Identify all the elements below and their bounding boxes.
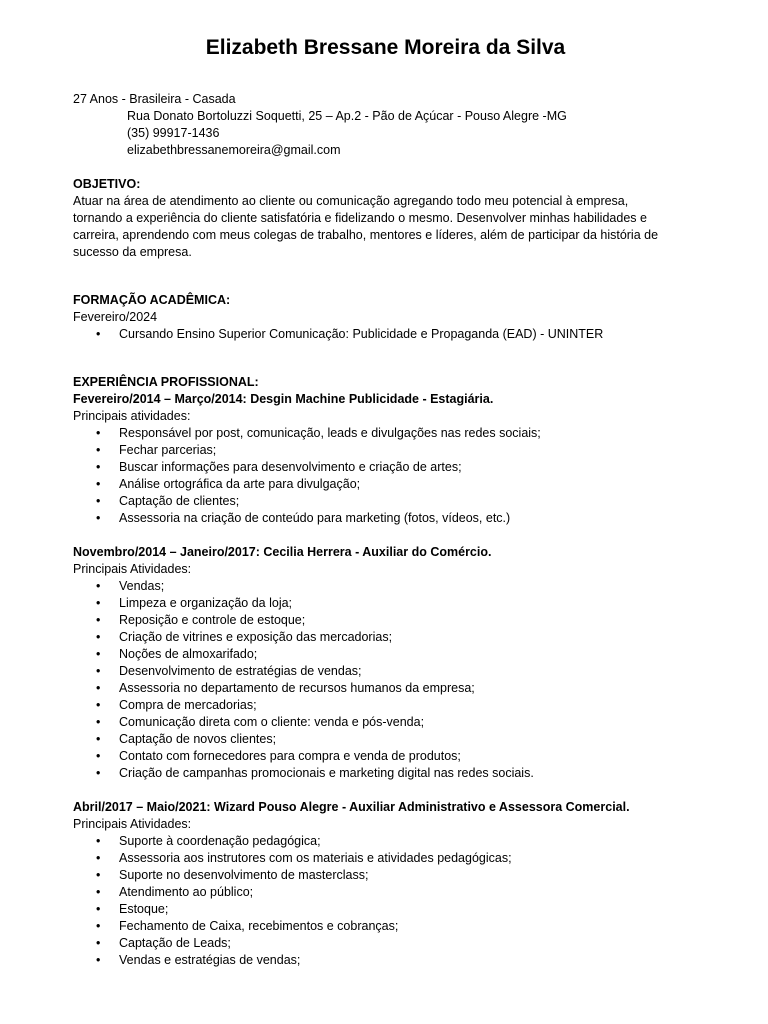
personal-info-line: 27 Anos - Brasileira - Casada [73, 92, 236, 106]
job-title: Abril/2017 – Maio/2021: Wizard Pouso Alegre - Auxiliar Administrativo e Assessora Comercial. [73, 800, 630, 814]
activities-list [73, 578, 698, 782]
bullet-icon: • [96, 732, 101, 746]
bullet-icon: • [96, 868, 101, 882]
bullet-icon: • [96, 715, 101, 729]
objective-section [73, 176, 698, 261]
bullet-icon: • [96, 494, 101, 508]
list-item: • Limpeza e organização da loja; [96, 596, 293, 610]
objective-text-line: carreira, aprendendo com meus colegas de trabalho, mentores e líderes, além de participar da história de [73, 228, 659, 242]
job-title: Novembro/2014 – Janeiro/2017: Cecilia Herrera - Auxiliar do Comércio. [73, 545, 492, 559]
list-item: • Contato com fornecedores para compra e venda de produtos; [96, 749, 461, 763]
list-item: • Estoque; [96, 902, 169, 916]
list-item: • Reposição e controle de estoque; [96, 613, 306, 627]
bullet-icon: • [96, 613, 101, 627]
activities-list [73, 833, 698, 969]
bullet-icon: • [96, 443, 101, 457]
activities-label: Principais atividades: [73, 409, 191, 423]
bullet-icon: • [96, 936, 101, 950]
list-item: • Vendas e estratégias de vendas; [96, 953, 301, 967]
bullet-icon: • [96, 851, 101, 865]
list-item: • Comunicação direta com o cliente: venda e pós-venda; [96, 715, 425, 729]
activities-list [73, 425, 698, 527]
bullet-icon: • [96, 749, 101, 763]
bullet-icon: • [96, 902, 101, 916]
bullet-icon: • [96, 511, 101, 525]
list-item: • Criação de campanhas promocionais e marketing digital nas redes sociais. [96, 766, 534, 780]
education-date: Fevereiro/2024 [73, 310, 158, 324]
education-section [73, 292, 698, 343]
bullet-icon: • [96, 919, 101, 933]
objective-heading: OBJETIVO: [73, 177, 141, 191]
bullet-icon: • [96, 885, 101, 899]
list-item: • Assessoria na criação de conteúdo para marketing (fotos, vídeos, etc.) [96, 511, 511, 525]
resume-name: Elizabeth Bressane Moreira da Silva [205, 36, 566, 59]
activities-label: Principais Atividades: [73, 817, 192, 831]
list-item: • Análise ortográfica da arte para divulgação; [96, 477, 361, 491]
job-entry [73, 544, 698, 782]
personal-info-section [73, 91, 698, 159]
address-line: Rua Donato Bortoluzzi Soquetti, 25 – Ap.2 - Pão de Açúcar - Pouso Alegre -MG [127, 109, 567, 123]
list-item: • Suporte no desenvolvimento de masterclass; [96, 868, 369, 882]
education-heading: FORMAÇÃO ACADÊMICA: [73, 293, 231, 307]
email-line: elizabethbressanemoreira@gmail.com [127, 143, 341, 157]
bullet-icon: • [96, 766, 101, 780]
bullet-icon: • [96, 953, 101, 967]
list-item: • Criação de vitrines e exposição das mercadorias; [96, 630, 393, 644]
bullet-icon: • [96, 477, 101, 491]
list-item: • Captação de clientes; [96, 494, 240, 508]
bullet-icon: • [96, 664, 101, 678]
list-item: • Responsável por post, comunicação, leads e divulgações nas redes sociais; [96, 426, 541, 440]
job-title: Fevereiro/2014 – Março/2014: Desgin Machine Publicidade - Estagiária. [73, 392, 494, 406]
bullet-icon: • [96, 698, 101, 712]
bullet-icon: • [96, 460, 101, 474]
list-item: • Desenvolvimento de estratégias de vendas; [96, 664, 362, 678]
bullet-icon: • [96, 579, 101, 593]
bullet-icon: • [96, 426, 101, 440]
list-item: • Atendimento ao público; [96, 885, 254, 899]
list-item: • Captação de Leads; [96, 936, 231, 950]
list-item: • Vendas; [96, 579, 165, 593]
bullet-icon: • [96, 630, 101, 644]
list-item: • Fechamento de Caixa, recebimentos e cobranças; [96, 919, 399, 933]
job-entry [73, 391, 698, 527]
bullet-icon: • [96, 834, 101, 848]
objective-text-line: Atuar na área de atendimento ao cliente ou comunicação agregando todo meu potencial à empresa, [73, 194, 629, 208]
job-entry [73, 799, 698, 969]
bullet-icon: • [96, 596, 101, 610]
list-item: • Assessoria aos instrutores com os materiais e atividades pedagógicas; [96, 851, 512, 865]
list-item: • Noções de almoxarifado; [96, 647, 258, 661]
objective-text-line: sucesso da empresa. [73, 245, 192, 259]
phone-line: (35) 99917-1436 [127, 126, 220, 140]
bullet-icon: • [96, 327, 101, 341]
experience-heading: EXPERIÊNCIA PROFISSIONAL: [73, 375, 259, 389]
education-list [73, 326, 698, 343]
list-item: • Buscar informações para desenvolvimento e criação de artes; [96, 460, 462, 474]
list-item: • Assessoria no departamento de recursos humanos da empresa; [96, 681, 475, 695]
bullet-icon: • [96, 681, 101, 695]
list-item: • Cursando Ensino Superior Comunicação: Publicidade e Propaganda (EAD) - UNINTER [96, 327, 604, 341]
list-item: • Fechar parcerias; [96, 443, 217, 457]
experience-section [73, 374, 698, 969]
list-item: • Suporte à coordenação pedagógica; [96, 834, 321, 848]
objective-text-line: tornando a experiência do cliente satisfatória e fidelizando o mesmo. Desenvolver minhas habilidades e [73, 211, 647, 225]
activities-label: Principais Atividades: [73, 562, 192, 576]
list-item: • Compra de mercadorias; [96, 698, 257, 712]
bullet-icon: • [96, 647, 101, 661]
list-item: • Captação de novos clientes; [96, 732, 277, 746]
